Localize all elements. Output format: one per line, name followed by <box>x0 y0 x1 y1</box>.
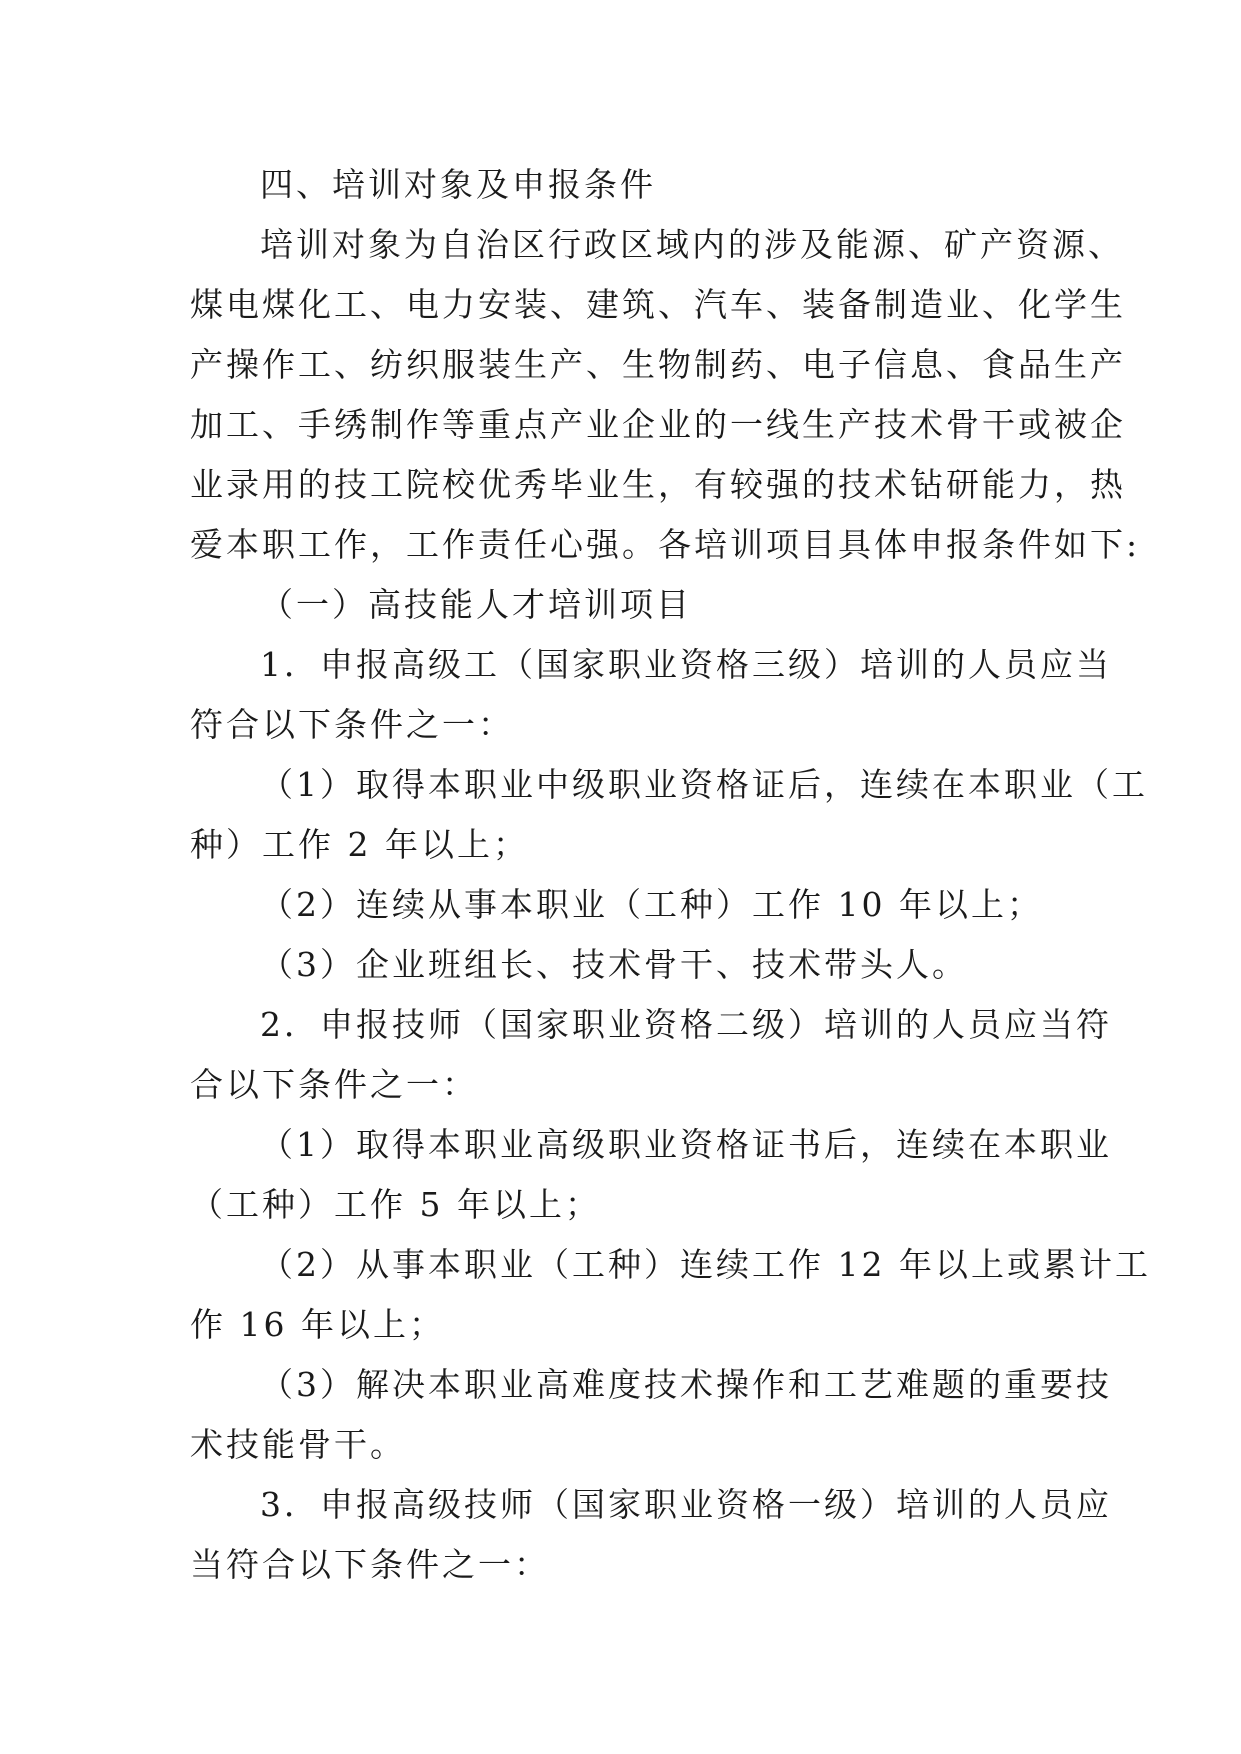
list-item-line: （2）从事本职业（工种）连续工作 12 年以上或累计工 <box>260 1245 1151 1284</box>
list-item-line: 2．申报技师（国家职业资格二级）培训的人员应当符 <box>260 1005 1112 1044</box>
list-item-line: （3）解决本职业高难度技术操作和工艺难题的重要技 <box>260 1365 1112 1404</box>
list-item-line: 种）工作 2 年以上； <box>190 825 529 864</box>
list-item-line: 1．申报高级工（国家职业资格三级）培训的人员应当 <box>260 645 1112 684</box>
list-item-line: （2）连续从事本职业（工种）工作 10 年以上； <box>260 885 1043 924</box>
list-item-line: 符合以下条件之一： <box>190 705 514 744</box>
list-item-line: （工种）工作 5 年以上； <box>190 1185 601 1224</box>
list-item-line: （3）企业班组长、技术骨干、技术带头人。 <box>260 945 968 984</box>
paragraph-line: 产操作工、纺织服装生产、生物制药、电子信息、食品生产 <box>190 345 1126 384</box>
paragraph-line: 加工、手绣制作等重点产业企业的一线生产技术骨干或被企 <box>190 405 1126 444</box>
paragraph-line: 煤电煤化工、电力安装、建筑、汽车、装备制造业、化学生 <box>190 285 1126 324</box>
subsection-heading: （一）高技能人才培训项目 <box>260 585 692 624</box>
list-item-line: 合以下条件之一： <box>190 1065 478 1104</box>
list-item-line: 3．申报高级技师（国家职业资格一级）培训的人员应 <box>260 1485 1112 1524</box>
list-item-line: 作 16 年以上； <box>190 1305 445 1344</box>
paragraph-line: 培训对象为自治区行政区域内的涉及能源、矿产资源、 <box>260 225 1124 264</box>
list-item-line: 当符合以下条件之一： <box>190 1545 550 1584</box>
paragraph-line: 爱本职工作，工作责任心强。各培训项目具体申报条件如下: <box>190 525 1141 564</box>
paragraph-line: 业录用的技工院校优秀毕业生，有较强的技术钻研能力，热 <box>190 465 1126 504</box>
list-item-line: 术技能骨干。 <box>190 1425 406 1464</box>
list-item-line: （1）取得本职业中级职业资格证后，连续在本职业（工 <box>260 765 1148 804</box>
list-item-line: （1）取得本职业高级职业资格证书后，连续在本职业 <box>260 1125 1112 1164</box>
section-heading: 四、培训对象及申报条件 <box>260 165 656 204</box>
